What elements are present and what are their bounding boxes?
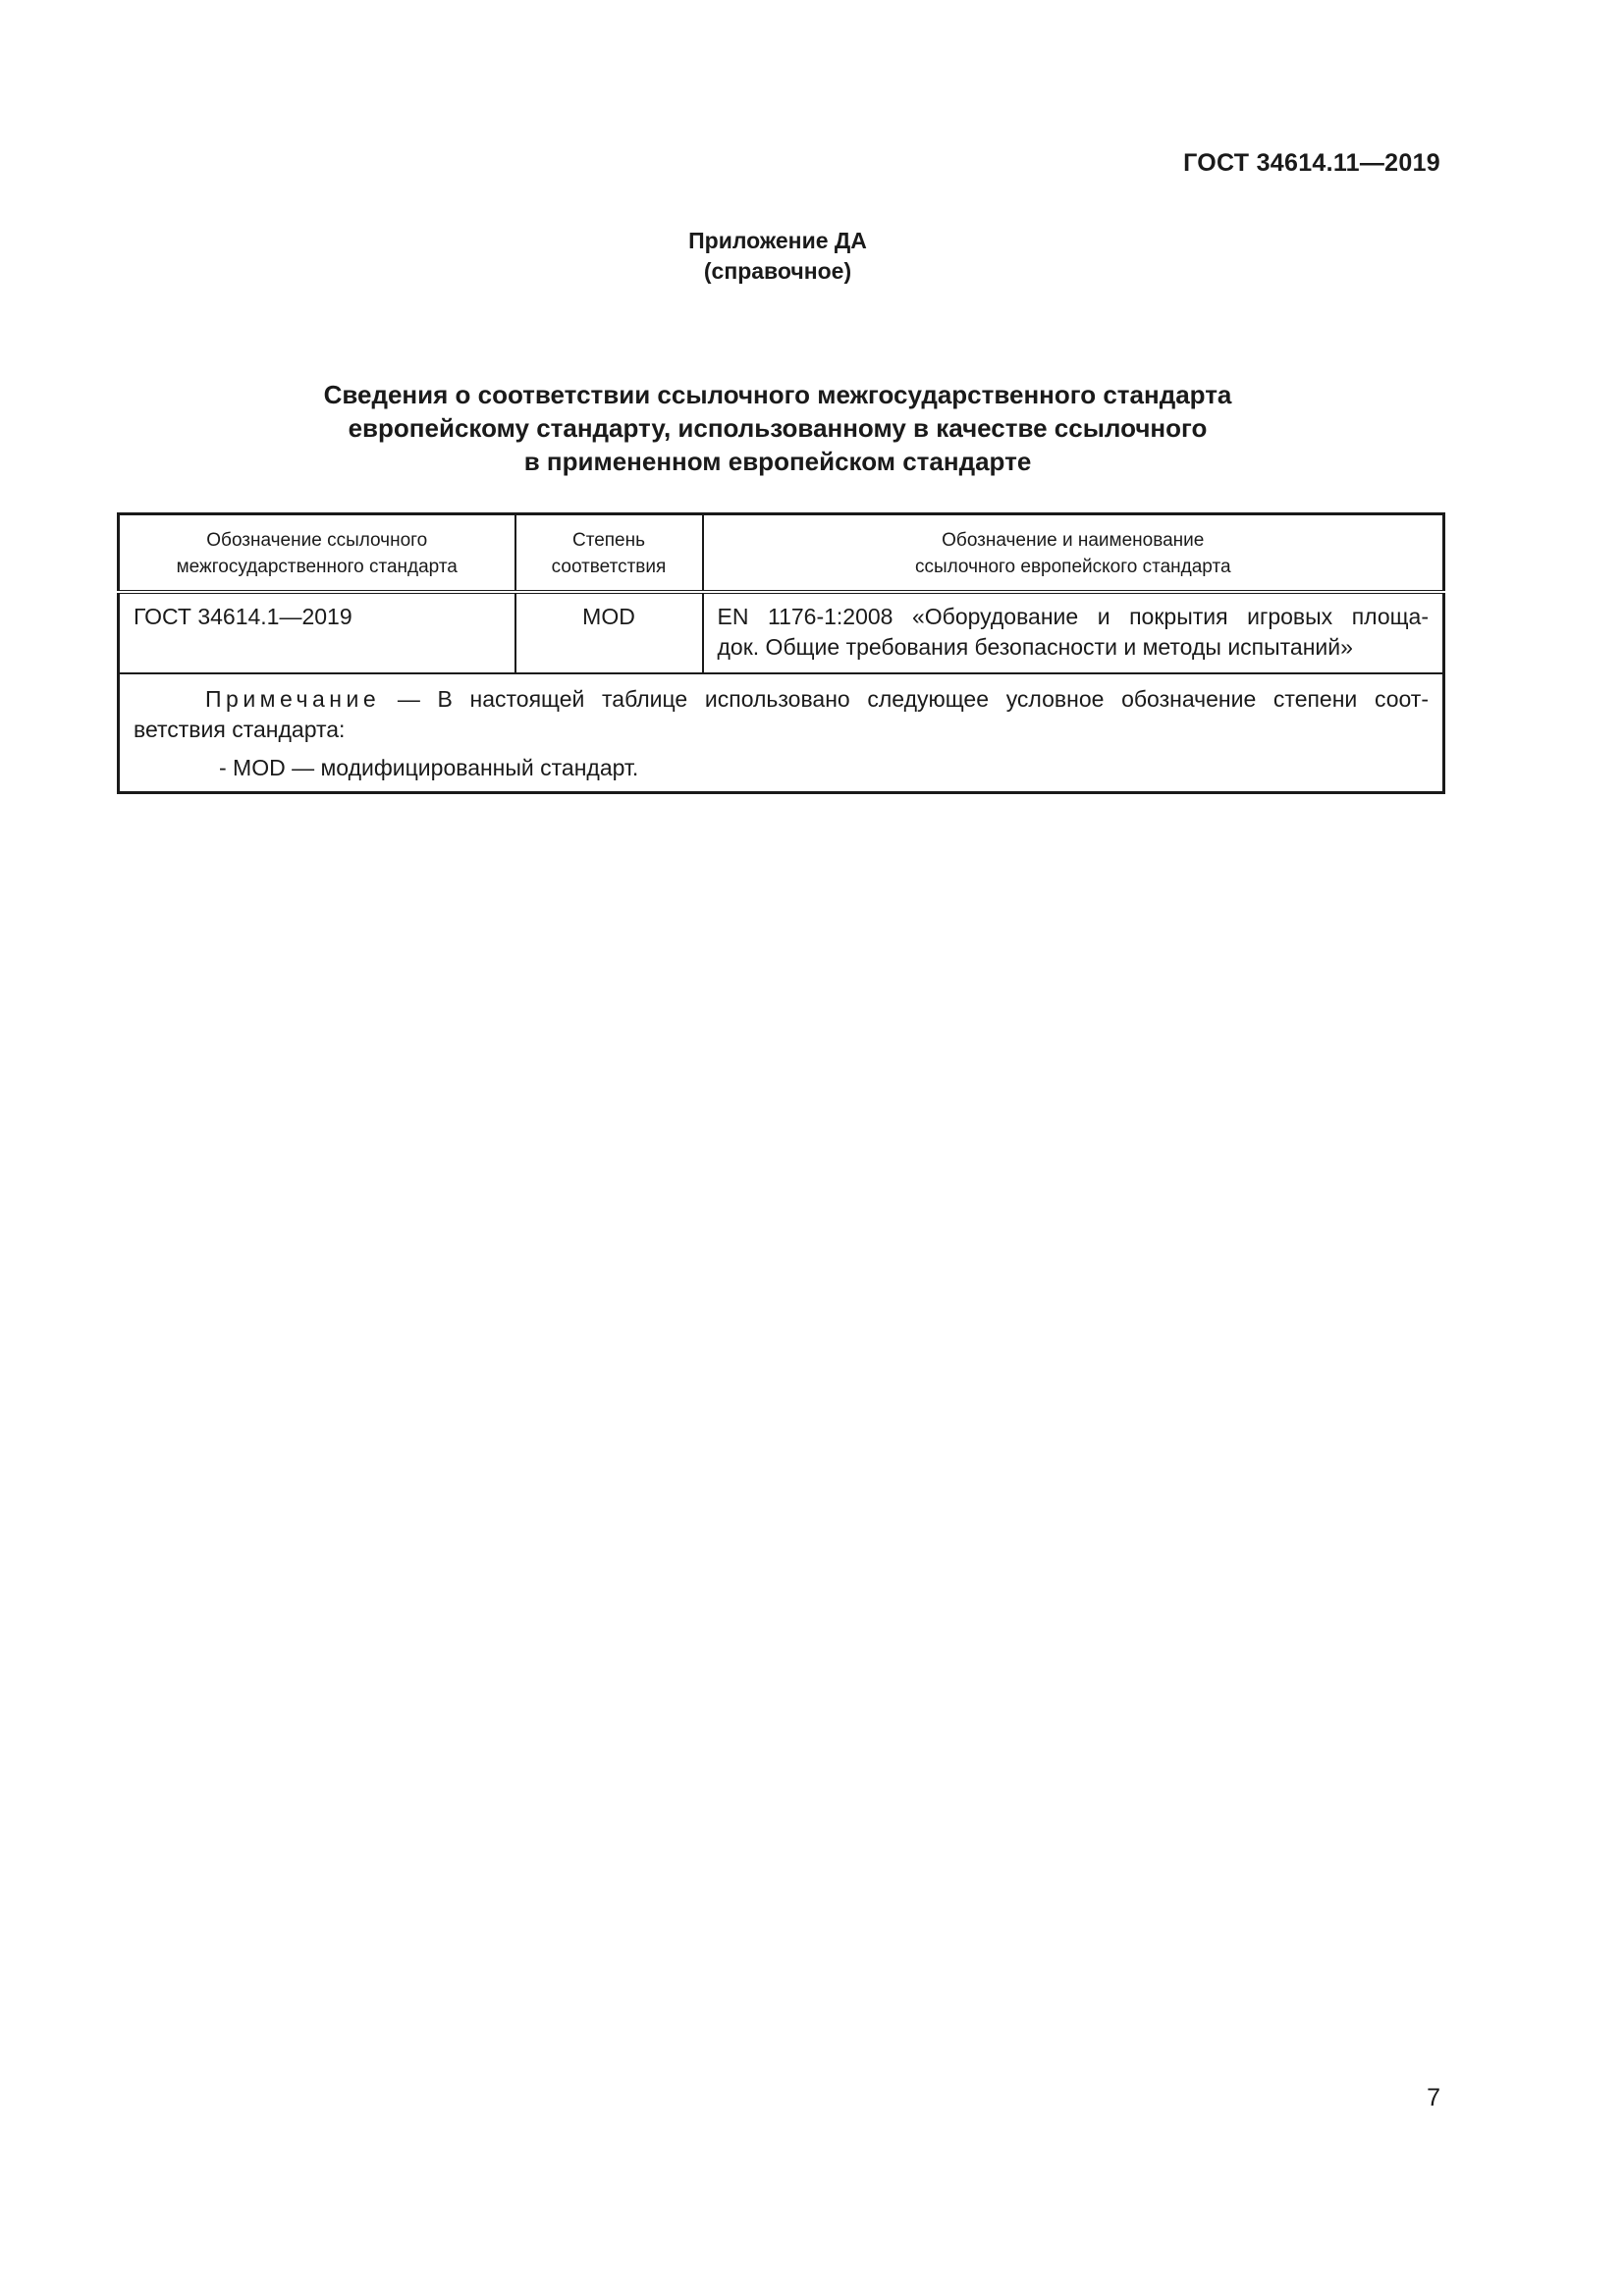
section-title-line: в примененном европейском стандарте	[523, 447, 1032, 476]
page-number: 7	[1427, 2084, 1440, 2111]
correspondence-table	[117, 512, 1445, 794]
table-note-row	[119, 673, 1444, 793]
column-header-line: ссылочного европейского стандарта	[914, 557, 1231, 577]
note-line	[134, 684, 1429, 715]
cell-degree: MOD	[515, 592, 703, 673]
table-row	[119, 592, 1444, 673]
column-header-gost	[119, 514, 515, 593]
annex-heading	[0, 226, 1555, 287]
section-title-line: европейскому стандарту, использованному в качестве ссылочного	[348, 413, 1208, 443]
document-number: ГОСТ 34614.11—2019	[1183, 149, 1440, 177]
cell-en-line: EN 1176-1:2008 «Оборудование и покрытия игровых площа-	[717, 604, 1429, 629]
table-note	[119, 673, 1444, 793]
note-label: Примечание	[205, 686, 381, 712]
column-header-degree	[515, 514, 703, 593]
note-list-item: - MOD — модифицированный стандарт.	[219, 755, 639, 780]
note-text: — В настоящей таблице использовано следующее условное обозначение степени соот-	[380, 686, 1429, 712]
column-header-line: Обозначение и наименование	[942, 530, 1205, 551]
annex-kind: (справочное)	[703, 258, 852, 284]
cell-en-standard	[703, 592, 1444, 673]
table-header-row	[119, 514, 1444, 593]
section-title	[0, 378, 1555, 478]
column-header-en	[703, 514, 1444, 593]
column-header-line: Обозначение ссылочного	[206, 530, 428, 551]
section-title-line: Сведения о соответствии ссылочного межгосударственного стандарта	[323, 380, 1232, 409]
column-header-line: соответствия	[551, 557, 667, 577]
column-header-line: межгосударственного стандарта	[176, 557, 458, 577]
cell-gost: ГОСТ 34614.1—2019	[119, 592, 515, 673]
cell-en-line: док. Общие требования безопасности и методы испытаний»	[717, 634, 1353, 660]
annex-title: Приложение ДА	[688, 228, 867, 253]
note-line: ветствия стандарта:	[134, 717, 346, 742]
column-header-line: Степень	[571, 530, 646, 551]
